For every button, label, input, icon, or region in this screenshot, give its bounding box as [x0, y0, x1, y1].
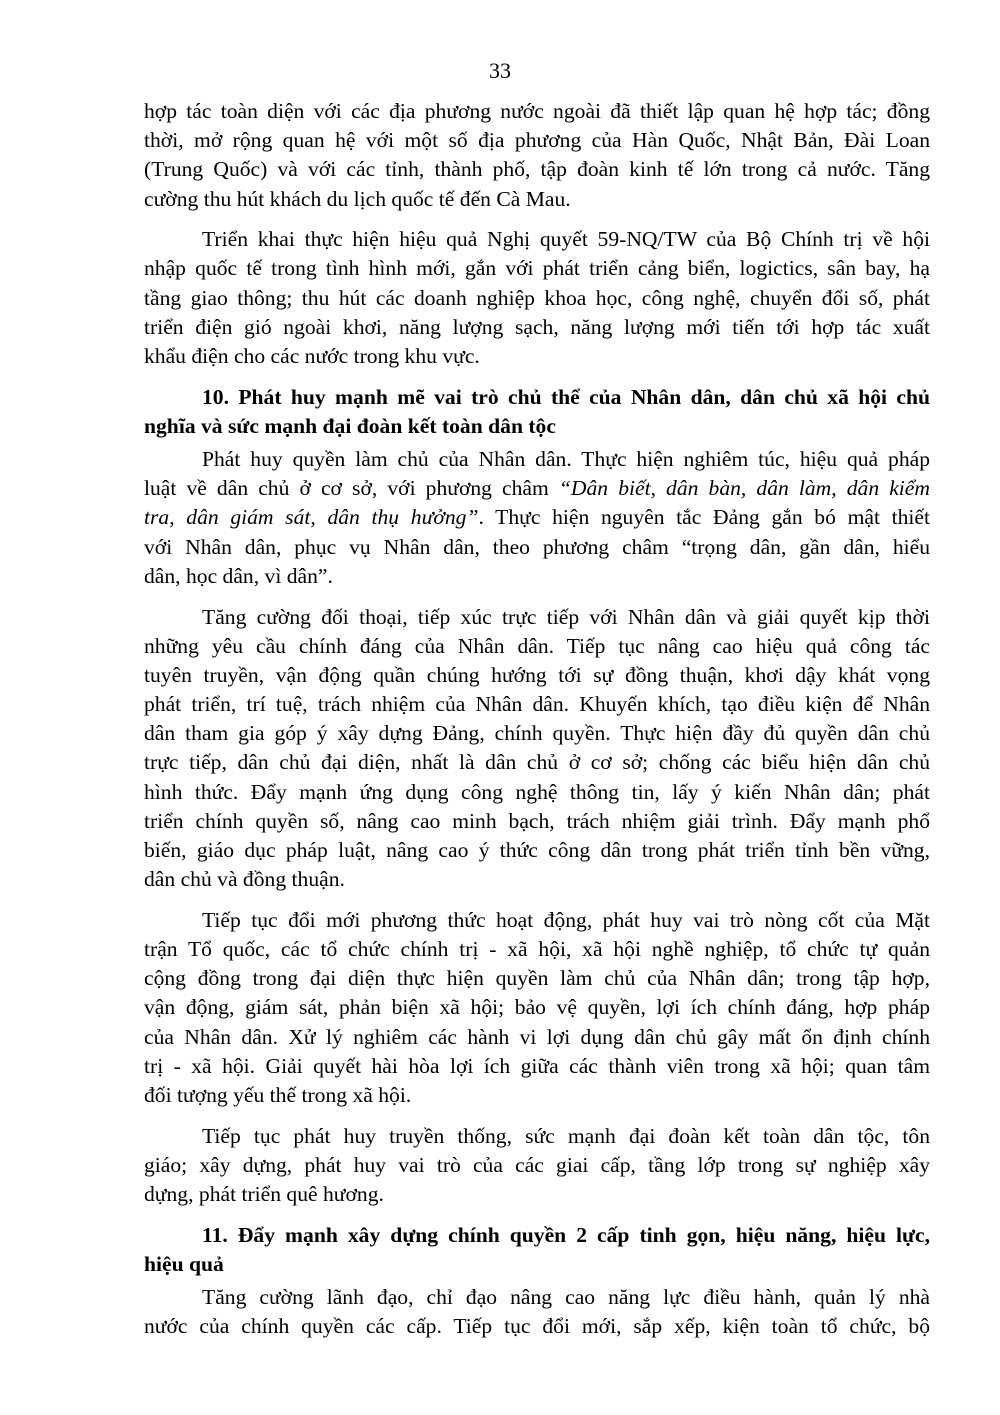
- heading-line: hiệu quả: [144, 1251, 224, 1276]
- heading-line: nghĩa và sức mạnh đại đoàn kết toàn dân tộc: [144, 413, 556, 438]
- text-line: Triển khai thực hiện hiệu quả Nghị quyết 59-NQ/TW của Bộ Chính trị về hội: [202, 227, 930, 252]
- paragraph-continuation-international-cooperation: [144, 97, 930, 214]
- italic-quote: tra, dân giám sát, dân thụ hưởng”: [144, 505, 479, 530]
- paragraph-fatherland-front: [144, 906, 930, 1110]
- paragraph-resolution-59: [144, 225, 930, 371]
- page-number: 33: [489, 58, 511, 83]
- text-line: dân, học dân, vì dân”.: [144, 563, 333, 588]
- text-line: của Nhân dân. Xử lý nghiêm các hành vi lợi dụng dân chủ gây mất ổn định chính: [144, 1024, 930, 1049]
- paragraph-two-level-government: [144, 1283, 930, 1341]
- text-line: đối tượng yếu thế trong xã hội.: [144, 1083, 412, 1107]
- text-line: hình thức. Đẩy mạnh ứng dụng công nghệ thông tin, lấy ý kiến Nhân dân; phát: [144, 779, 930, 804]
- text-line: (Trung Quốc) và với các tỉnh, thành phố, tập đoàn kinh tế lớn trong cả nước. Tăng: [144, 157, 930, 182]
- paragraph-dialogue: [144, 603, 930, 895]
- paragraph-national-unity: [144, 1122, 930, 1210]
- text-segment: luật về dân chủ ở cơ sở, với phương châm: [144, 476, 559, 501]
- paragraph-people-mastery: [144, 445, 930, 591]
- text-line: triển chính quyền số, nâng cao minh bạch, trách nhiệm giải trình. Đẩy mạnh phổ: [144, 808, 930, 833]
- text-line: cộng đồng trong đại diện thực hiện quyền làm chủ của Nhân dân; trong tập hợp,: [144, 966, 930, 991]
- text-line: Tăng cường đối thoại, tiếp xúc trực tiếp với Nhân dân và giải quyết kịp thời: [202, 604, 930, 629]
- text-line: Tiếp tục phát huy truyền thống, sức mạnh đại đoàn kết toàn dân tộc, tôn: [202, 1123, 930, 1148]
- text-line: dân tham gia góp ý xây dựng Đảng, chính quyền. Thực hiện đầy đủ quyền dân chủ: [144, 721, 930, 746]
- text-line: trận Tổ quốc, các tổ chức chính trị - xã hội, xã hội nghề nghiệp, tổ chức tự quản: [144, 937, 930, 962]
- text-line: dân chủ và đồng thuận.: [144, 867, 345, 892]
- text-line: tầng giao thông; thu hút các doanh nghiệp khoa học, công nghệ, chuyển đổi số, phát: [144, 285, 930, 310]
- text-line: [144, 474, 930, 503]
- text-line: trị - xã hội. Giải quyết hài hòa lợi ích giữa các thành viên trong xã hội; quan tâm: [144, 1053, 930, 1078]
- text-line: dựng, phát triển quê hương.: [144, 1182, 384, 1207]
- text-line: khẩu điện cho các nước trong khu vực.: [144, 344, 480, 368]
- heading-line: 11. Đẩy mạnh xây dựng chính quyền 2 cấp tinh gọn, hiệu năng, hiệu lực,: [202, 1222, 930, 1247]
- text-line: vận động, giám sát, phản biện xã hội; bảo vệ quyền, lợi ích chính đáng, hợp pháp: [144, 995, 930, 1020]
- text-segment: . Thực hiện nguyên tắc Đảng gắn bó mật thiết: [478, 505, 930, 530]
- text-line: tuyên truyền, vận động quần chúng hướng tới sự đồng thuận, khơi dậy khát vọng: [144, 662, 930, 687]
- text-line: triển điện gió ngoài khơi, năng lượng sạch, năng lượng mới tiến tới hợp tác xuất: [144, 314, 930, 339]
- section-heading-11: [144, 1221, 930, 1279]
- text-line: phát triển, trí tuệ, trách nhiệm của Nhân dân. Khuyến khích, tạo điều kiện để Nhân: [144, 692, 930, 717]
- document-body: [144, 97, 930, 1342]
- heading-line: 10. Phát huy mạnh mẽ vai trò chủ thể của Nhân dân, dân chủ xã hội chủ: [202, 384, 930, 409]
- text-line: hợp tác toàn diện với các địa phương nước ngoài đã thiết lập quan hệ hợp tác; đồng: [144, 99, 930, 123]
- italic-quote: “Dân biết, dân bàn, dân làm, dân kiểm: [558, 476, 930, 501]
- text-line: thời, mở rộng quan hệ với một số địa phương của Hàn Quốc, Nhật Bản, Đài Loan: [144, 128, 930, 153]
- text-line: trực tiếp, dân chủ đại diện, nhất là dân chủ ở cơ sở; chống các biểu hiện dân chủ: [144, 750, 930, 775]
- text-line: cường thu hút khách du lịch quốc tế đến Cà Mau.: [144, 186, 571, 211]
- section-heading-10: [144, 383, 930, 441]
- text-line: nước của chính quyền các cấp. Tiếp tục đổi mới, sắp xếp, kiện toàn tổ chức, bộ: [144, 1314, 930, 1339]
- text-line: nhập quốc tế trong tình hình mới, gắn với phát triển cảng biển, logictics, sân bay, hạ: [144, 256, 930, 281]
- text-line: những yêu cầu chính đáng của Nhân dân. Tiếp tục nâng cao hiệu quả công tác: [144, 633, 930, 658]
- text-line: [144, 503, 930, 532]
- text-line: Tăng cường lãnh đạo, chỉ đạo nâng cao năng lực điều hành, quản lý nhà: [202, 1285, 930, 1310]
- text-line: giáo; xây dựng, phát huy vai trò của các giai cấp, tầng lớp trong sự nghiệp xây: [144, 1152, 930, 1177]
- text-line: biến, giáo dục pháp luật, nâng cao ý thức công dân trong phát triển tỉnh bền vững,: [144, 838, 930, 862]
- text-line: Phát huy quyền làm chủ của Nhân dân. Thực hiện nghiêm túc, hiệu quả pháp: [202, 447, 930, 472]
- text-line: với Nhân dân, phục vụ Nhân dân, theo phương châm “trọng dân, gần dân, hiểu: [144, 534, 930, 559]
- text-line: Tiếp tục đổi mới phương thức hoạt động, phát huy vai trò nòng cốt của Mặt: [202, 907, 930, 932]
